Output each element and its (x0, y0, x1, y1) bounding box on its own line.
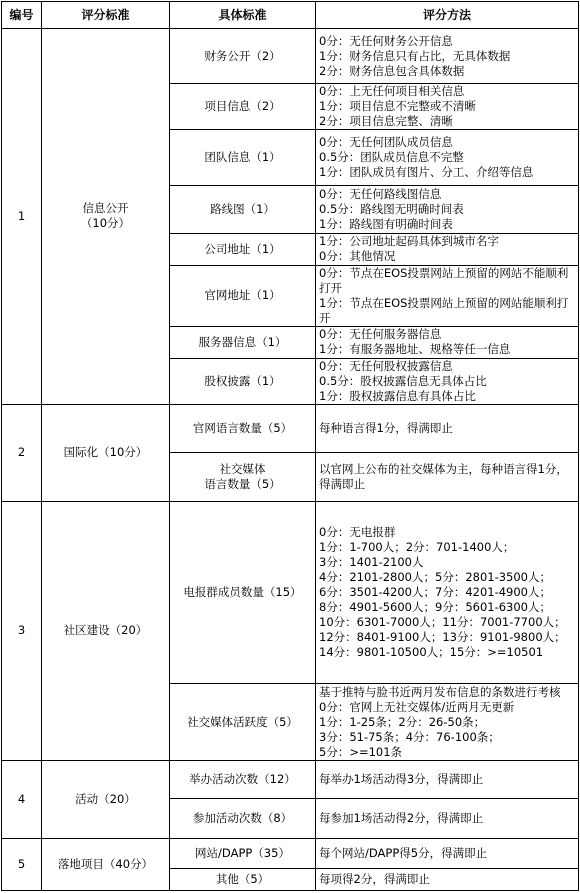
method-cell (316, 29, 579, 84)
method-line: 1分：1-700人；2分：701-1400人； (319, 540, 515, 555)
criterion-cell (170, 234, 316, 265)
category-line: （10分） (80, 216, 131, 231)
method-line: 14分：9801-10500人；15分：>=10501 (319, 645, 544, 660)
scoring-table (1, 1, 579, 891)
criterion-line: 服务器信息（1） (198, 334, 287, 349)
method-line: 1分：财务信息只有占比，无具体数据 (319, 48, 511, 63)
method-line: 1分：项目信息不完整或不清晰 (319, 99, 476, 114)
criterion-line: 路线图（1） (210, 202, 275, 217)
method-line: 1分：1-25条；2分：26-50条； (319, 714, 486, 729)
table-row (2, 404, 579, 452)
method-line: 4分：2101-2800人；5分：2801-3500人； (319, 570, 551, 585)
section-number: 3 (2, 502, 42, 761)
criterion-line: 电报群成员数量（15） (183, 585, 302, 600)
criterion-line: 社交媒体 (219, 461, 266, 476)
method-line: 每项得2分，得满即止 (319, 871, 430, 886)
method-line: 1分：有服务器地址、规格等任一信息 (319, 342, 511, 357)
method-line: 0分：官网上无社交媒体/近两月无更新 (319, 699, 515, 714)
header-criterion: 具体标准 (170, 2, 316, 29)
criterion-cell (170, 358, 316, 404)
method-line: 以官网上公布的社交媒体为主，每种语言得1分，得满即止 (319, 461, 568, 491)
category-line: 社区建设（20） (63, 623, 148, 638)
method-cell (316, 358, 579, 404)
criterion-cell (170, 326, 316, 358)
criterion-line: 团队信息（1） (204, 150, 281, 165)
method-line: 0分：无电报群 (319, 525, 396, 540)
method-cell (316, 130, 579, 186)
table-row (2, 502, 579, 684)
criterion-cell (170, 186, 316, 234)
criterion-line: 股权披露（1） (204, 373, 281, 388)
method-cell (316, 684, 579, 760)
criterion-line: 官网地址（1） (204, 288, 281, 303)
header-row (2, 2, 579, 29)
method-line: 2分：项目信息完整、清晰 (319, 114, 453, 129)
header-number: 编号 (2, 2, 42, 29)
method-line: 1分：股权披露信息有具体占比 (319, 388, 476, 403)
criterion-line: 参加活动次数（8） (192, 810, 293, 825)
method-line: 0.5分：团队成员信息不完整 (319, 150, 464, 165)
category-line: 信息公开 (82, 201, 129, 216)
section-category (42, 404, 170, 501)
criterion-cell (170, 684, 316, 760)
category-line: 活动（20） (75, 791, 136, 806)
criterion-cell (170, 502, 316, 684)
section-number: 1 (2, 29, 42, 405)
section-number: 5 (2, 838, 42, 890)
method-cell (316, 798, 579, 838)
method-cell (316, 326, 579, 358)
method-cell (316, 838, 579, 868)
method-cell (316, 186, 579, 234)
method-line: 6分：3501-4200人；7分：4201-4900人； (319, 585, 551, 600)
method-line: 每举办1场活动得3分，得满即止 (319, 771, 484, 786)
method-line: 0分：无任何服务器信息 (319, 327, 442, 342)
method-line: 1分：路线图有明确时间表 (319, 217, 453, 232)
criterion-cell (170, 404, 316, 452)
method-line: 8分：4901-5600人；9分：5601-6300人； (319, 600, 551, 615)
criterion-line: 网站/DAPP（35） (195, 845, 290, 860)
criterion-cell (170, 265, 316, 326)
criterion-cell (170, 130, 316, 186)
criterion-line: 举办活动次数（12） (189, 771, 296, 786)
criterion-cell (170, 452, 316, 501)
method-line: 3分：51-75条；4分：76-100条； (319, 729, 500, 744)
method-line: 5分：>=101条 (319, 744, 403, 759)
method-line: 基于推特与脸书近两月发布信息的条数进行考核 (319, 684, 561, 699)
section-category (42, 502, 170, 761)
method-cell (316, 234, 579, 265)
method-line: 1分：团队成员有图片、分工、介绍等信息 (319, 165, 534, 180)
method-line: 每个网站/DAPP得5分，得满即止 (319, 845, 488, 860)
table-body (2, 29, 579, 891)
criterion-line: 官网语言数量（5） (192, 420, 293, 435)
section-category (42, 29, 170, 405)
method-line: 0分：无任何财务公开信息 (319, 33, 453, 48)
method-line: 3分：1401-2100人 (319, 555, 424, 570)
method-line: 每种语言得1分，得满即止 (319, 420, 453, 435)
table-row (2, 760, 579, 798)
criterion-line: 财务公开（2） (204, 48, 281, 63)
method-line: 0.5分：路线图无明确时间表 (319, 202, 464, 217)
category-line: 国际化（10分） (63, 445, 148, 460)
criterion-cell (170, 868, 316, 890)
header-method: 评分方法 (316, 2, 579, 29)
method-line: 1分：公司地址起码具体到城市名字 (319, 234, 499, 249)
table-row (2, 838, 579, 868)
criterion-cell (170, 798, 316, 838)
method-line: 每参加1场活动得2分，得满即止 (319, 810, 484, 825)
criterion-line: 社交媒体活跃度（5） (187, 714, 298, 729)
category-line: 落地项目（40分） (57, 856, 154, 871)
criterion-line: 公司地址（1） (204, 241, 281, 256)
criterion-cell (170, 760, 316, 798)
method-cell (316, 452, 579, 501)
method-cell (316, 760, 579, 798)
method-cell (316, 868, 579, 890)
section-category (42, 838, 170, 890)
method-line: 0分：其他情况 (319, 249, 396, 264)
method-line: 1分：节点在EOS投票网站上预留的网站能顺利打开 (319, 295, 569, 325)
criterion-cell (170, 84, 316, 130)
method-line: 0.5分：股权披露信息无具体占比 (319, 373, 487, 388)
criterion-cell (170, 838, 316, 868)
method-line: 0分：无任何路线图信息 (319, 187, 442, 202)
section-number: 4 (2, 760, 42, 838)
section-category (42, 760, 170, 838)
header-category: 评分标准 (42, 2, 170, 29)
criterion-line: 项目信息（2） (204, 99, 281, 114)
method-cell (316, 502, 579, 684)
criterion-cell (170, 29, 316, 84)
method-line: 12分：8401-9100人；13分：9101-9800人； (319, 630, 566, 645)
method-line: 2分：财务信息包含具体数据 (319, 63, 465, 78)
method-line: 0分：无任何股权披露信息 (319, 358, 453, 373)
table-row (2, 29, 579, 84)
method-line: 10分：6301-7000人；11分：7001-7700人； (319, 615, 566, 630)
section-number: 2 (2, 404, 42, 501)
criterion-line: 其他（5） (215, 871, 270, 886)
method-line: 0分：节点在EOS投票网站上预留的网站不能顺利打开 (319, 265, 569, 295)
criterion-line: 语言数量（5） (204, 476, 281, 491)
method-line: 0分：上无任何项目相关信息 (319, 84, 465, 99)
method-line: 0分：无任何团队成员信息 (319, 135, 453, 150)
method-cell (316, 404, 579, 452)
method-cell (316, 265, 579, 326)
method-cell (316, 84, 579, 130)
